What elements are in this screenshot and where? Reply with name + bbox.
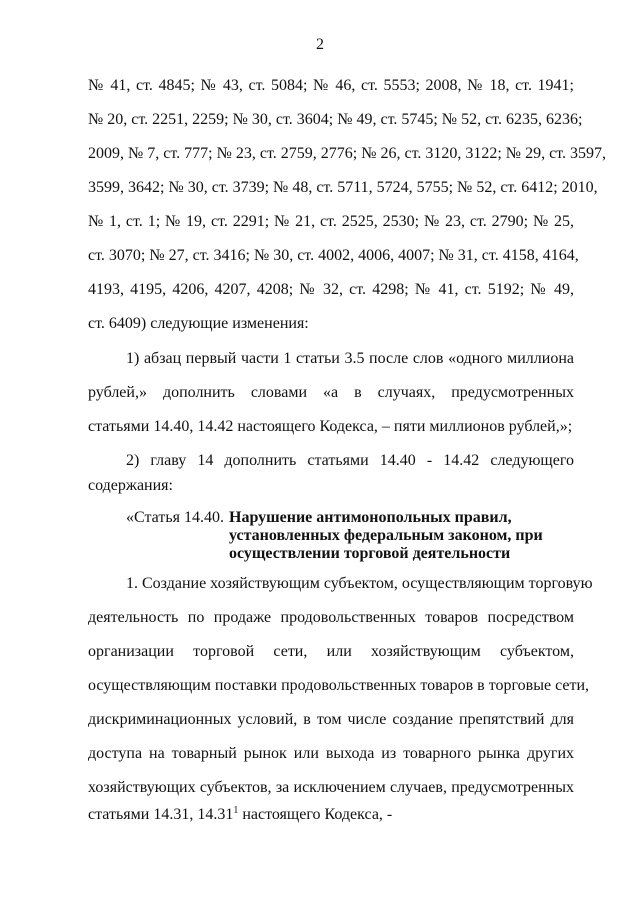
clause-1-line: дискриминационных условий, в том числе создание препятствий для xyxy=(88,711,574,728)
article-title-line: Нарушение антимонопольных правил, xyxy=(229,509,512,526)
article-label: «Статья 14.40. xyxy=(126,509,224,526)
clause-1-line: хозяйствующих субъектов, за исключением случаев, предусмотренных xyxy=(88,779,574,796)
text-line: 4193, 4195, 4206, 4207, 4208; № 32, ст. 4298; № 41, ст. 5192; № 49, xyxy=(88,281,574,298)
text-line: ст. 6409) следующие изменения: xyxy=(88,315,309,332)
superscript: 1 xyxy=(233,805,239,816)
clause-text: статьями 14.31, 14.31 xyxy=(88,806,234,823)
clause-1-line: 1. Создание хозяйствующим субъектом, осуществляющим торговую xyxy=(126,575,593,592)
item-2-line: содержания: xyxy=(88,477,173,494)
clause-1-line: организации торговой сети, или хозяйствующим субъектом, xyxy=(88,643,574,660)
item-1-line: рублей,» дополнить словами «а в случаях, предусмотренных xyxy=(88,384,574,401)
clause-1-last-line xyxy=(88,805,574,825)
text-line: 3599, 3642; № 30, ст. 3739; № 48, ст. 5711, 5724, 5755; № 52, ст. 6412; 2010, xyxy=(88,179,598,196)
item-1-line: статьями 14.40, 14.42 настоящего Кодекса, – пяти миллионов рублей,»; xyxy=(88,418,573,435)
text-line: № 41, ст. 4845; № 43, ст. 5084; № 46, ст. 5553; 2008, № 18, ст. 1941; xyxy=(88,77,574,94)
article-title xyxy=(229,509,543,563)
text-line: № 20, ст. 2251, 2259; № 30, ст. 3604; № 49, ст. 5745; № 52, ст. 6235, 6236; xyxy=(88,111,583,128)
page-number: 2 xyxy=(316,36,324,53)
clause-1-line: деятельность по продаже продовольственных товаров посредством xyxy=(88,609,574,626)
text-line: № 1, ст. 1; № 19, ст. 2291; № 21, ст. 2525, 2530; № 23, ст. 2790; № 25, xyxy=(88,213,574,230)
text-line: 2009, № 7, ст. 777; № 23, ст. 2759, 2776; № 26, ст. 3120, 3122; № 29, ст. 3597, xyxy=(88,145,606,162)
text-line: ст. 3070; № 27, ст. 3416; № 30, ст. 4002, 4006, 4007; № 31, ст. 4158, 4164, xyxy=(88,247,579,264)
clause-1-line: осуществляющим поставки продовольственных товаров в торговые сети, xyxy=(88,677,590,694)
item-2-line: 2) главу 14 дополнить статьями 14.40 - 14.42 следующего xyxy=(126,452,574,469)
clause-text: настоящего Кодекса, - xyxy=(238,806,393,823)
article-title-line: осуществлении торговой деятельности xyxy=(229,545,511,562)
clause-1-line: доступа на товарный рынок или выхода из товарного рынка других xyxy=(88,745,574,762)
article-title-line: установленных федеральным законом, при xyxy=(229,527,543,544)
item-1-line: 1) абзац первый части 1 статьи 3.5 после слов «одного миллиона xyxy=(126,350,574,367)
